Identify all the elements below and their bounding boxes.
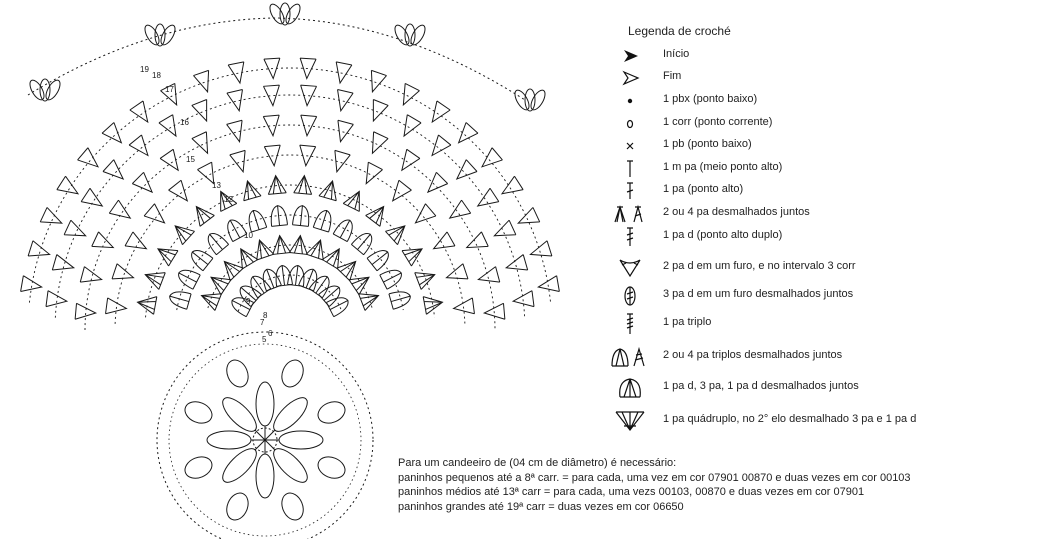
spoke [255,430,265,440]
flower-petal [280,3,290,25]
flower-petal [408,23,428,47]
legend-item [600,179,1040,203]
stitch-mark [168,288,192,309]
stitch-mark [144,204,170,229]
legend-item-label: 1 pb (ponto baixo) [663,138,752,150]
flower-petal [405,24,415,46]
stitch-mark [423,293,444,314]
row-number: 6 [268,329,273,338]
petal-bobble [269,393,313,437]
legend-item [600,202,1040,226]
stitch-mark [189,201,214,226]
stitch-mark [319,178,341,200]
start-arrow-icon [600,44,660,68]
outer-bobble [278,357,307,391]
petal-bobble [279,431,323,449]
flower-petal [392,23,412,47]
flower-petal [283,2,303,26]
oval-icon [600,112,660,136]
stitch-mark [52,255,76,276]
stitch-mark [251,237,274,260]
stitch-mark [322,244,347,269]
legend-title: Legenda de croché [628,24,731,38]
stitch-mark [289,235,309,255]
flower-petal [40,79,50,101]
legend-item-label: 3 pa d em um furo desmalhados juntos [663,288,854,300]
legend-item [600,225,1040,249]
legend-item-label: 1 pa d (ponto alto duplo) [663,229,783,241]
stitch-mark [426,135,451,161]
legend-item-label: 2 pa d em um furo, e no intervalo 3 corr [663,260,856,272]
stitch-mark [271,235,291,255]
stitch-mark [206,270,231,295]
stitch-mark [263,85,280,106]
legend-item-label: 2 ou 4 pa desmalhados juntos [663,206,810,218]
stitch-mark [299,85,316,106]
flower-petal [528,88,548,112]
stitch-mark [319,281,345,306]
petal-bobble [269,444,313,488]
legend-item-label: 1 pa quádruplo, no 2° elo desmalhado 3 pa e 1 pa d [663,413,917,425]
legend-item-label: 1 pa triplo [663,316,712,328]
outer-bobble [223,357,252,391]
legend-item-label: 1 pa (ponto alto) [663,183,744,195]
stitch-mark [385,219,410,244]
stitch-mark [349,270,374,295]
stitch-mark [125,232,150,256]
outer-bobble [182,398,216,427]
legend-item-label: 1 pbx (ponto baixo) [663,93,758,105]
legend-item-label: Início [663,48,690,60]
stitch-mark [313,208,334,232]
stitch-mark [227,120,248,143]
stitch-mark [473,188,499,212]
outer-bobble [278,490,307,524]
legend-item [600,284,1040,308]
stitch-mark [192,99,214,124]
stitch-mark [292,205,310,226]
legend-item-label: 1 corr (ponto corrente) [663,116,773,128]
legend-item-label: Fim [663,70,682,82]
cluster-2-4-icon [600,202,660,226]
stitch-mark [463,232,488,255]
v-stitch-icon [600,256,660,280]
stitch-mark [359,287,382,310]
notes [398,456,911,514]
legend-item-label: 1 pa d, 3 pa, 1 pa d desmalhados juntos [663,380,859,392]
stitch-mark [504,255,528,276]
legend-item [600,312,1040,336]
legend-item [600,89,1040,113]
petal-bobble [218,444,262,488]
cross-icon [600,134,660,158]
stitch-mark [246,272,271,298]
stitch-mark [81,188,107,212]
row-number: 16 [180,118,189,127]
stitch-mark [306,237,329,260]
row-number: 12 [224,195,233,204]
dot-icon [600,89,660,113]
stitch-mark [64,220,89,243]
stitch-mark [78,148,104,173]
chain-arc [115,155,465,324]
triple-icon [600,312,660,336]
legend-item [600,44,1040,68]
triple-cluster-icon [600,345,660,369]
legend-item [600,256,1040,280]
stitch-mark [415,266,438,289]
flower-petal [267,2,287,26]
stitch-mark [169,219,194,244]
row-number: 13 [212,181,221,190]
stitch-mark [40,207,65,230]
stitch-mark [218,255,243,280]
flower-petal [512,88,532,112]
stitch-mark [21,276,43,295]
legend-item [600,112,1040,136]
stitch-mark [192,132,215,157]
stitch-mark [410,204,436,229]
flower-petal [525,89,535,111]
double-icon [600,179,660,203]
stitch-mark [227,90,247,113]
row-number: 8 [263,311,268,320]
stitch-mark [351,229,376,255]
legend-item-label: 2 ou 4 pa triplos desmalhados juntos [663,349,843,361]
stitch-mark [309,272,334,298]
legend-item [600,376,1040,400]
flower-petal [43,78,63,102]
row-number: 9 [246,297,251,306]
stitch-mark [239,178,261,200]
outer-bobble [315,453,349,482]
spoke [265,430,275,440]
stitch-mark [233,244,258,269]
stitch-mark [80,267,103,288]
legend-item-label: 1 m pa (meio ponto alto) [663,161,783,173]
note-line: Para um candeeiro de (04 cm de diâmetro) é necessário: [398,457,677,469]
stitch-mark [299,115,317,136]
petal-bobble [256,382,274,426]
legend-item [600,134,1040,158]
stitch-mark [491,220,516,243]
row-number: 10 [244,231,253,240]
stitch-mark [380,266,405,289]
outer-bobble [223,490,252,524]
petal-bobble [256,454,274,498]
petal-bobble [207,431,251,449]
stitch-mark [343,187,367,211]
chain-arc [177,215,404,310]
stitch-mark [329,150,350,174]
outer-bobble [315,398,349,427]
stitch-mark [294,175,314,195]
legend-item [600,409,1040,433]
stitch-mark [367,246,393,271]
stitch-mark [57,176,82,200]
half-double-icon [600,157,660,181]
stitch-mark [267,175,287,195]
row-number: 18 [152,71,161,80]
row-number: 19 [140,65,149,74]
flower-petal [142,23,162,47]
stitch-mark [395,149,420,175]
note-line: paninhos pequenos até a 8ª carr. = para cada, uma vez em cor 07901 00870 e duas vezes em cor 00103 [398,471,911,484]
stitch-mark [402,241,427,266]
shell-cluster-icon [600,376,660,400]
quad-fan-icon [600,409,660,433]
stitch-mark [430,232,455,256]
outer-border [28,18,525,100]
end-arrow-icon [600,66,660,90]
stitch-mark [46,291,68,309]
treble-icon [600,225,660,249]
row-number: 7 [260,318,265,327]
legend-item [600,157,1040,181]
spoke [255,440,265,450]
note-line: paninhos médios até 13ª carr = para cada, uma vezs 00103, 00870 e duas vezes em cor 07901 [398,486,865,498]
petal-bobble [218,393,262,437]
note-line: paninhos grandes até 19ª carr = duas vezes em cor 06650 [398,500,684,513]
stitch-mark [187,246,213,271]
row-number: 15 [186,155,195,164]
stitch-mark [230,150,251,174]
stitch-mark [270,205,288,226]
stitch-mark [246,208,267,232]
row-number: 17 [165,85,174,94]
row-number: 5 [262,335,267,344]
stitch-mark [198,287,221,310]
stitch-mark [153,241,178,266]
stitch-mark [359,162,382,187]
spoke [265,440,275,450]
stitch-mark [92,232,117,255]
outer-bobble [182,453,216,482]
stitch-mark [28,241,52,262]
stitch-mark [337,255,362,280]
stitch-mark [389,288,413,309]
chain-arc [208,245,372,308]
legend-item [600,66,1040,90]
legend-item [600,345,1040,369]
chain-arc [238,275,341,311]
bobble-icon [600,284,660,308]
stitch-mark [175,266,200,289]
stitch-mark [333,216,357,241]
stitch-mark [445,200,471,225]
stitch-mark [204,229,229,255]
stitch-mark [142,266,165,289]
